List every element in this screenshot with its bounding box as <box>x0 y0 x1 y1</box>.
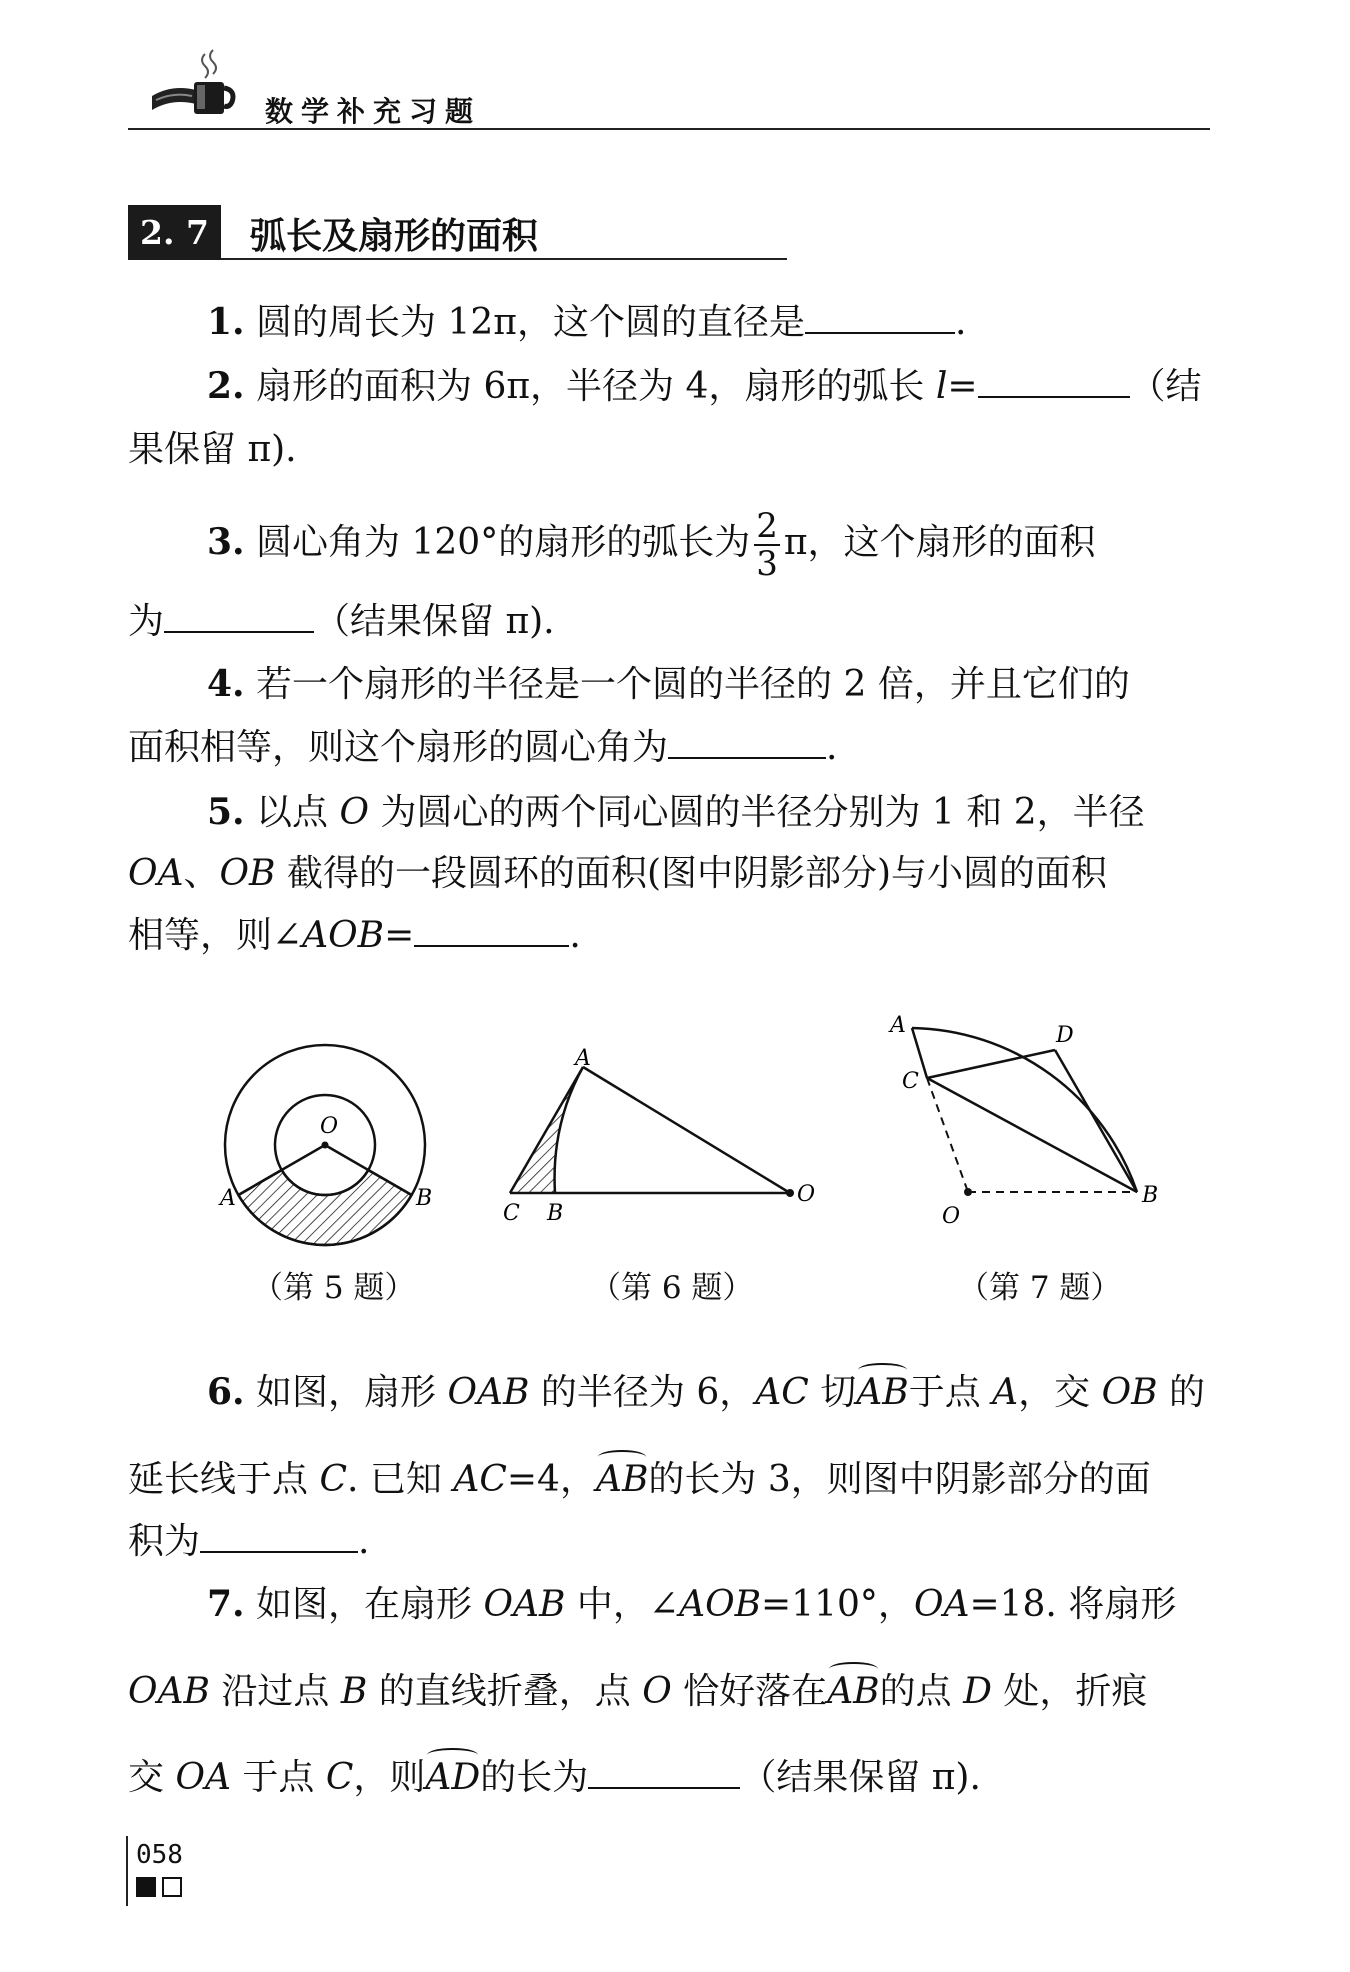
problem-text: =18. 将扇形 <box>969 1584 1177 1625</box>
problem-4 <box>207 662 1130 707</box>
section-title: 弧长及扇形的面积 <box>250 216 539 257</box>
problem-6-line-3 <box>128 1520 369 1564</box>
problem-4-line-2 <box>128 726 837 770</box>
problem-7-line-2 <box>128 1670 1147 1714</box>
problem-text: . <box>826 727 838 768</box>
problem-text: 为圆心的两个同心圆的半径分别为 1 和 2，半径 <box>369 792 1145 833</box>
problem-text: 于点 <box>230 1757 326 1798</box>
problem-text: 积为 <box>128 1521 201 1562</box>
answer-blank[interactable] <box>978 366 1130 398</box>
variable: AOB <box>679 1584 762 1625</box>
figure-label: A <box>890 1013 906 1038</box>
problem-3-line-2 <box>128 600 555 644</box>
problem-text: 处，折痕 <box>991 1671 1148 1712</box>
book-title: 数学补充习题 <box>265 95 482 128</box>
problem-text: 沿过点 <box>209 1671 341 1712</box>
figure-5-concentric-circles <box>210 1030 440 1250</box>
variable: O <box>642 1671 672 1712</box>
problem-text: 延长线于点 <box>128 1459 320 1500</box>
problem-2-line-2: 果保留 π). <box>128 429 297 470</box>
problem-text: 的点 <box>879 1671 964 1712</box>
problem-text: 切 <box>808 1372 857 1413</box>
problem-text: =110°， <box>761 1584 914 1625</box>
problem-7-line-3 <box>128 1756 981 1800</box>
problem-text: 交 <box>128 1757 176 1798</box>
problem-text: 圆心角为 120°的扇形的弧长为 <box>256 522 751 563</box>
figure-7-folded-sector <box>880 1010 1170 1235</box>
problem-number: 3. <box>207 521 245 563</box>
problem-text: 的 <box>1157 1372 1206 1413</box>
filled-square-icon <box>136 1877 156 1897</box>
problem-5 <box>207 790 1145 835</box>
arc-variable: AB <box>856 1372 909 1413</box>
problem-text: . <box>569 915 581 956</box>
variable: OAB <box>128 1671 210 1712</box>
problem-text: 为 <box>128 601 165 642</box>
figure-label: O <box>942 1204 961 1229</box>
problem-text: 以点 <box>256 792 340 833</box>
problem-number: 2. <box>207 365 245 407</box>
fraction-denominator: 3 <box>756 544 778 584</box>
problem-number: 5. <box>207 791 245 833</box>
figure-label: D <box>1056 1023 1074 1048</box>
problem-number: 7. <box>207 1583 245 1625</box>
variable: OAB <box>483 1584 566 1625</box>
variable: OA <box>913 1584 970 1625</box>
figure-label: C <box>902 1069 919 1094</box>
problem-text: 圆的周长为 12π，这个圆的直径是 <box>256 302 805 343</box>
figure-6-caption: （第 6 题） <box>590 1270 754 1306</box>
problem-text: . <box>358 1521 370 1562</box>
problem-text: . <box>954 302 967 343</box>
figure-label: A <box>575 1046 591 1071</box>
arc-variable: AB <box>595 1459 649 1500</box>
problem-text: 如图，在扇形 <box>256 1584 484 1625</box>
variable: D <box>963 1671 992 1712</box>
footer-bar <box>126 1836 128 1906</box>
variable: B <box>340 1671 368 1712</box>
variable: OB <box>219 853 276 894</box>
problem-text: = <box>947 366 978 407</box>
problem-text: 的半径为 6， <box>529 1372 756 1413</box>
figure-7-caption: （第 7 题） <box>958 1270 1122 1306</box>
problem-5-line-3 <box>128 914 581 958</box>
answer-blank[interactable] <box>588 1757 740 1789</box>
problem-text: 恰好落在 <box>671 1671 828 1712</box>
arc-variable: AD <box>425 1757 481 1798</box>
figure-label: A <box>220 1186 236 1211</box>
figure-label: B <box>416 1186 433 1211</box>
variable: AC <box>755 1372 809 1413</box>
variable: AOB <box>302 915 385 956</box>
problem-text: 面积相等，则这个扇形的圆心角为 <box>128 727 669 768</box>
variable: C <box>319 1459 347 1500</box>
problem-6-line-2 <box>128 1458 1151 1502</box>
answer-blank[interactable] <box>200 1521 358 1553</box>
answer-blank[interactable] <box>805 302 955 334</box>
page-number: 058 <box>136 1840 183 1870</box>
book-cup-logo-icon <box>150 44 240 124</box>
problem-text: 相等，则∠ <box>128 915 303 956</box>
fraction-numerator: 2 <box>756 506 778 546</box>
problem-number: 4. <box>207 663 245 705</box>
variable: OB <box>1101 1372 1158 1413</box>
variable: OA <box>175 1757 231 1798</box>
problem-text: 的长为 3，则图中阴影部分的面 <box>648 1459 1151 1500</box>
section-number-badge: 2. 7 <box>128 205 221 260</box>
figure-label: B <box>547 1201 564 1225</box>
answer-blank[interactable] <box>668 727 826 759</box>
figure-label: O <box>797 1182 816 1207</box>
variable: C <box>325 1757 354 1798</box>
problem-text: =4， <box>506 1459 596 1500</box>
answer-blank[interactable] <box>164 601 314 633</box>
variable: OA <box>128 853 184 894</box>
section-underline <box>221 258 787 260</box>
variable: l <box>935 366 948 407</box>
figure-6-sector-tangent <box>495 1045 825 1225</box>
figure-label: O <box>320 1114 339 1139</box>
empty-square-icon <box>162 1877 182 1897</box>
figure-5-caption: （第 5 题） <box>252 1270 416 1306</box>
problem-text: 中，∠ <box>565 1584 680 1625</box>
problem-number: 6. <box>207 1371 245 1413</box>
problem-text: 的直线折叠，点 <box>367 1671 643 1712</box>
problem-7 <box>207 1582 1176 1627</box>
problem-text: 截得的一段圆环的面积(图中阴影部分)与小圆的面积 <box>275 853 1108 894</box>
problem-text: = <box>384 915 415 956</box>
problem-text: ，交 <box>1018 1372 1102 1413</box>
problem-number: 1. <box>207 301 245 343</box>
variable: AC <box>453 1459 507 1500</box>
problem-text: 于点 <box>908 1372 993 1413</box>
problem-text: . 已知 <box>347 1459 454 1500</box>
problem-text: （结果保留 π). <box>314 601 555 642</box>
problem-text: 扇形的面积为 6π，半径为 4，扇形的弧长 <box>256 366 936 407</box>
problem-text: （结果保留 π). <box>740 1757 981 1798</box>
variable: O <box>339 792 370 833</box>
problem-1 <box>207 300 966 345</box>
problem-text: π，这个扇形的面积 <box>783 522 1096 563</box>
problem-5-line-2 <box>128 852 1107 896</box>
problem-text: （结 <box>1129 366 1202 407</box>
problem-text: 的长为 <box>480 1757 589 1798</box>
problem-2 <box>207 364 1202 409</box>
problem-text: 、 <box>183 853 220 894</box>
problem-6 <box>207 1370 1205 1415</box>
variable: OAB <box>447 1372 530 1413</box>
variable: A <box>992 1372 1019 1413</box>
problem-3 <box>207 508 1096 582</box>
problem-text: 若一个扇形的半径是一个圆的半径的 2 倍，并且它们的 <box>256 664 1130 705</box>
answer-blank[interactable] <box>414 915 569 947</box>
figure-label: C <box>503 1201 520 1225</box>
fraction <box>754 508 780 582</box>
problem-text: 如图，扇形 <box>256 1372 448 1413</box>
figure-label: B <box>1142 1183 1159 1208</box>
header-divider <box>128 128 1210 130</box>
arc-variable: AB <box>827 1671 880 1712</box>
problem-text: ，则 <box>353 1757 426 1798</box>
